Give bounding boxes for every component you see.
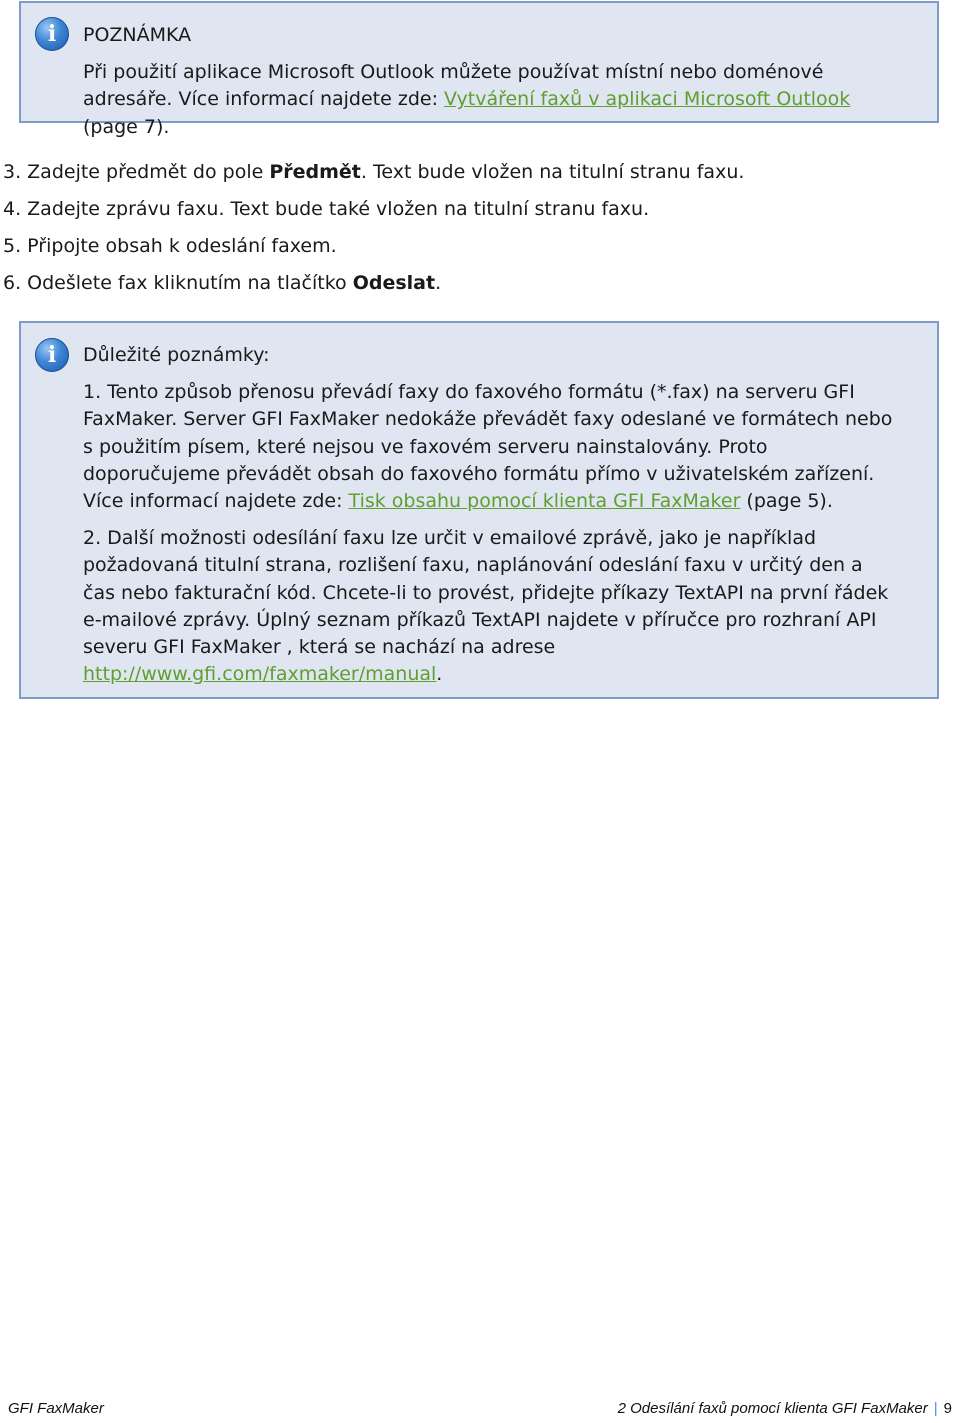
step-6 (3, 272, 441, 294)
step-4 (3, 198, 649, 220)
step-bold: Odeslat (352, 272, 436, 294)
info-icon (35, 338, 69, 372)
step-text-tail: . (435, 272, 442, 294)
step-3 (3, 161, 744, 183)
page-number: 9 (943, 1400, 952, 1417)
important-notes-box (19, 321, 939, 699)
step-text: 4. Zadejte zprávu faxu. Text bude také vložen na titulní stranu faxu. (3, 198, 650, 220)
step-text-tail: . Text bude vložen na titulní stranu faxu. (360, 161, 745, 183)
manual-url-link[interactable]: http://www.gfi.com/faxmaker/manual (83, 663, 437, 686)
note-title: POZNÁMKA (83, 24, 192, 46)
footer-product-name: GFI FaxMaker (8, 1400, 104, 1417)
note-text (83, 59, 897, 141)
note-text-body: 1. Tento způsob přenosu převádí faxy do faxového formátu (*.fax) na serveru GFI FaxMaker. Server GFI FaxMaker nedokáže převádět faxy odeslané ve formátech nebo s použitím písem, které nejsou ve faxovém serveru nainstalovány. Proto doporučujeme převádět obsah do faxového formátu přímo v uživatelském zařízení. Více informací najdete zde: (83, 381, 893, 513)
note-text-tail: . (436, 663, 443, 686)
important-notes-title: Důležité poznámky: (83, 344, 270, 366)
step-text: 6. Odešlete fax kliknutím na tlačítko (3, 272, 353, 294)
note-text-tail: (page 5). (740, 490, 833, 513)
note-text-body: 2. Další možnosti odesílání faxu lze určit v emailové zprávě, jako je například požadovaná titulní strana, rozlišení faxu, naplánování odeslání faxu v určitý den a čas nebo fakturační kód. Chcete-li to provést, přidejte příkazy TextAPI na první řádek e-mailové zprávy. Úplný seznam příkazů TextAPI najdete v příručce pro rozhraní API severu GFI FaxMaker , která se nachází na adrese (83, 527, 889, 659)
footer-chapter (618, 1400, 952, 1417)
step-5 (3, 235, 337, 257)
important-note-1 (83, 379, 897, 515)
footer-separator: | (933, 1400, 938, 1417)
info-icon (35, 17, 69, 51)
step-text: 5. Připojte obsah k odeslání faxem. (3, 235, 337, 257)
step-text: 3. Zadejte předmět do pole (3, 161, 270, 183)
print-content-link[interactable]: Tisk obsahu pomocí klienta GFI FaxMaker (348, 490, 741, 513)
step-bold: Předmět (269, 161, 361, 183)
important-note-2 (83, 525, 897, 689)
note-text-tail: (page 7). (83, 115, 170, 138)
footer-chapter-title: 2 Odesílání faxů pomocí klienta GFI FaxMaker (617, 1400, 928, 1417)
note-box (19, 1, 939, 138)
note-link[interactable]: Vytváření faxů v aplikaci Microsoft Outlook (444, 88, 851, 111)
note-text-body: Při použití aplikace Microsoft Outlook můžete používat místní nebo doménové adresáře. Více informací najdete zde: (83, 61, 824, 111)
